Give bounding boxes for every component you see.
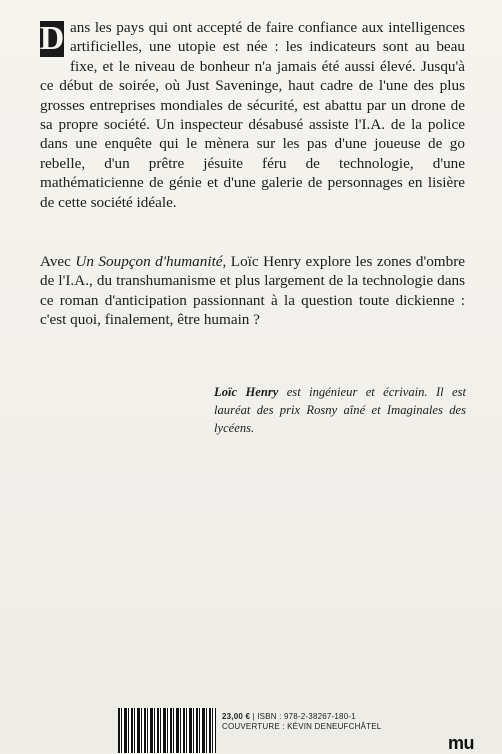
- summary-paragraph-2-text: , Loïc Henry explore les zones d'ombre de l'I.A., du transhumanisme et plus largement de la technologie dans ce roman d'anticipation passionnant à la question toute dickienne : c'est quoi, finalement, être humain ?: [40, 253, 466, 329]
- summary-paragraph-2: [40, 252, 465, 330]
- summary-paragraph-2-start: Avec: [40, 253, 76, 270]
- barcode: [118, 708, 216, 753]
- publisher-logo: mu: [448, 733, 474, 753]
- drop-cap: D: [39, 20, 65, 57]
- price-isbn-line: [222, 712, 422, 722]
- book-title: Un Soupçon d'humanité: [75, 253, 223, 270]
- price-isbn-block: [222, 712, 422, 732]
- author-bio-text: est ingénieur et écrivain. Il est lauréat des prix Rosny aîné et Imaginales des lycéens.: [214, 385, 467, 435]
- author-bio: [214, 383, 466, 437]
- summary-paragraph-1: [40, 18, 465, 212]
- summary-paragraph-1-text: ans les pays qui ont accepté de faire confiance aux intelligences artificielles, une utopie est née : les indicateurs sont au beau fixe, et le niveau de bonheur n'a jamais été aussi élevé. Jusqu'à ce début de soirée, où Just Saveninge, haut cadre de l'une des plus grosses entreprises mondiales de sécurité, est abattu par un drone de sa propre société. Un inspecteur désabusé assiste l'I.A. de la police dans une enquête qui le mènera sur les pas d'une joueuse de go rebelle, d'un prêtre jésuite féru de technologie, d'une mathématicienne de génie et d'une galerie de personnages en lisière de cette société idéale.: [40, 19, 465, 211]
- price: 23,00 €: [222, 712, 251, 721]
- cover-credit: COUVERTURE : KÉVIN DENEUFCHÂTEL: [222, 722, 382, 731]
- isbn: | ISBN : 978-2-38267-180-1: [252, 712, 356, 721]
- author-name: Loïc Henry: [214, 385, 279, 399]
